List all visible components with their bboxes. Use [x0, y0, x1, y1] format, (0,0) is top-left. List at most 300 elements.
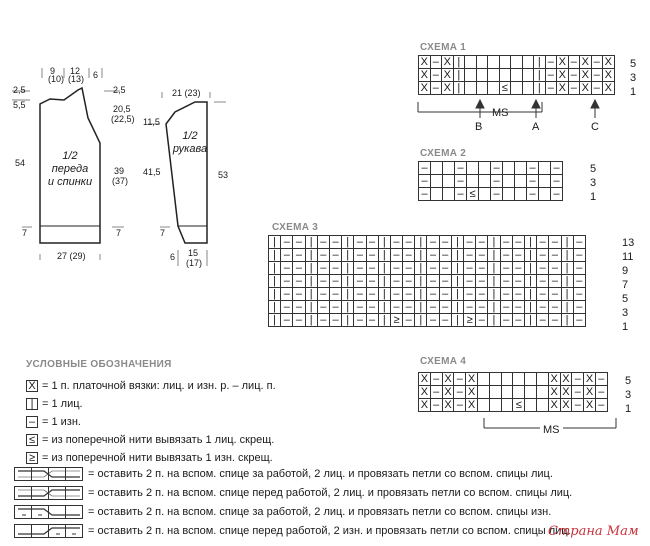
- chart-cell: X: [441, 55, 454, 69]
- schema3-row-3: 3: [622, 307, 629, 319]
- body-dim-right-6: 7: [116, 228, 122, 238]
- body-dim-left-1: 2,5: [13, 85, 26, 95]
- schema1-grid: [418, 55, 614, 94]
- chart-cell: X: [418, 385, 431, 399]
- chart-cell: –: [366, 287, 379, 301]
- schema3-row-13: 13: [622, 237, 635, 249]
- chart-cell: –: [329, 274, 342, 288]
- chart-cell: –: [536, 261, 549, 275]
- chart-cell: –: [463, 248, 476, 262]
- chart-cell: |: [524, 313, 537, 327]
- chart-cell: |: [561, 287, 574, 301]
- chart-cell: |: [378, 235, 391, 249]
- chart-cell: –: [418, 187, 431, 201]
- chart-cell: –: [571, 372, 584, 386]
- chart-cell: –: [595, 398, 608, 412]
- schema3-row-11: 11: [622, 251, 634, 263]
- chart-cell: X: [560, 385, 573, 399]
- chart-cell: –: [366, 261, 379, 275]
- chart-cell: –: [571, 385, 584, 399]
- chart-cell: –: [390, 248, 403, 262]
- body-dim-right-3: (22,5): [111, 114, 135, 124]
- chart-cell: –: [439, 313, 452, 327]
- sleeve-dim-right: 53: [218, 170, 229, 180]
- chart-cell: |: [487, 248, 500, 262]
- schema4-title: СХЕМА 4: [420, 356, 467, 367]
- chart-cell: |: [268, 274, 281, 288]
- body-dim-right-2: 20,5: [113, 104, 131, 114]
- schema2-row-1: 1: [590, 191, 597, 203]
- sleeve-label-line-2: рукава: [172, 143, 208, 155]
- chart-cell: –: [390, 235, 403, 249]
- chart-cell: X: [556, 81, 569, 95]
- chart-cell: –: [329, 300, 342, 314]
- chart-cell: –: [591, 55, 604, 69]
- chart-cell: –: [545, 81, 558, 95]
- chart-cell: |: [414, 235, 427, 249]
- chart-cell: |: [451, 313, 464, 327]
- chart-cell: X: [579, 55, 592, 69]
- body-dim-right-1: 2,5: [113, 85, 126, 95]
- schema3-row-7: 7: [622, 279, 629, 291]
- chart-cell: –: [292, 248, 305, 262]
- chart-cell: –: [426, 300, 439, 314]
- chart-cell: |: [378, 274, 391, 288]
- chart-cell: |: [561, 235, 574, 249]
- chart-cell: X: [548, 372, 561, 386]
- chart-cell: –: [329, 261, 342, 275]
- chart-cell: –: [353, 274, 366, 288]
- chart-cell: |: [414, 261, 427, 275]
- chart-cell: –: [548, 274, 561, 288]
- chart-cell: –: [550, 174, 563, 188]
- chart-cell: –: [426, 313, 439, 327]
- body-label-line-1: 1/2: [62, 150, 78, 162]
- chart-cell: X: [442, 372, 455, 386]
- chart-cell: –: [317, 287, 330, 301]
- chart-cell: |: [414, 248, 427, 262]
- chart-cell: –: [390, 274, 403, 288]
- chart-cell: –: [550, 187, 563, 201]
- watermark: Страна Мам: [548, 524, 639, 539]
- chart-cell: X: [583, 398, 596, 412]
- chart-cell: –: [512, 248, 525, 262]
- body-label-line-3: и спинки: [47, 176, 93, 188]
- chart-cell: X: [560, 372, 573, 386]
- chart-cell: –: [453, 385, 466, 399]
- chart-cell: –: [454, 161, 467, 175]
- chart-cell: –: [453, 372, 466, 386]
- chart-cell: –: [353, 300, 366, 314]
- chart-cell: –: [353, 235, 366, 249]
- chart-cell: –: [317, 274, 330, 288]
- chart-cell: –: [292, 287, 305, 301]
- schema3-title: СХЕМА 3: [272, 222, 319, 233]
- sleeve-dim-left-2: 41,5: [143, 167, 161, 177]
- chart-cell: –: [490, 174, 503, 188]
- schema2-row-3: 3: [590, 177, 597, 189]
- chart-cell: |: [561, 300, 574, 314]
- chart-cell: –: [475, 248, 488, 262]
- chart-cell: –: [475, 287, 488, 301]
- chart-cell: –: [292, 274, 305, 288]
- body-dim-left-3: 54: [15, 158, 26, 168]
- chart-cell: –: [475, 300, 488, 314]
- chart-cell: –: [568, 55, 581, 69]
- body-dim-bottom: 27 (29): [57, 251, 86, 261]
- chart-cell: –: [463, 274, 476, 288]
- chart-cell: |: [451, 300, 464, 314]
- chart-cell: –: [475, 235, 488, 249]
- sleeve-dim-bottom-1: 6: [170, 252, 176, 262]
- chart-cell: |: [451, 274, 464, 288]
- schema3-row-5: 5: [622, 293, 629, 305]
- chart-cell: –: [402, 313, 415, 327]
- chart-cell: –: [591, 68, 604, 82]
- chart-cell: ≤: [466, 187, 479, 201]
- chart-cell: |: [378, 313, 391, 327]
- chart-cell: |: [524, 261, 537, 275]
- chart-cell: –: [366, 248, 379, 262]
- chart-cell: X: [556, 68, 569, 82]
- chart-cell: ≥: [390, 313, 403, 327]
- schema2-grid: [418, 161, 562, 200]
- chart-cell: |: [561, 313, 574, 327]
- chart-cell: |: [453, 55, 466, 69]
- chart-cell: X: [602, 68, 615, 82]
- chart-cell: X: [560, 398, 573, 412]
- legend-title: УСЛОВНЫЕ ОБОЗНАЧЕНИЯ: [26, 359, 172, 370]
- chart-cell: |: [533, 55, 546, 69]
- chart-cell: |: [524, 300, 537, 314]
- chart-cell: |: [524, 274, 537, 288]
- chart-cell: |: [378, 287, 391, 301]
- chart-cell: –: [591, 81, 604, 95]
- chart-cell: X: [442, 385, 455, 399]
- chart-cell: |: [341, 261, 354, 275]
- chart-cell: –: [430, 68, 443, 82]
- chart-cell: –: [280, 235, 293, 249]
- chart-cell: –: [536, 248, 549, 262]
- chart-cell: |: [561, 261, 574, 275]
- chart-cell: |: [487, 235, 500, 249]
- chart-cell: –: [500, 287, 513, 301]
- chart-cell: –: [317, 313, 330, 327]
- chart-cell: –: [453, 398, 466, 412]
- chart-cell: |: [524, 248, 537, 262]
- body-label: [40, 150, 100, 189]
- chart-cell: |: [453, 68, 466, 82]
- chart-cell: |: [524, 235, 537, 249]
- legend-text-4: = из поперечной нити вывязать 1 лиц. скрещ.: [42, 434, 275, 446]
- chart-cell: |: [451, 235, 464, 249]
- chart-cell: |: [414, 300, 427, 314]
- chart-cell: ≤: [499, 81, 512, 95]
- chart-cell: X: [579, 81, 592, 95]
- legend-text-1: = 1 п. платочной вязки: лиц. и изн. р. – лиц. п.: [42, 380, 276, 392]
- chart-cell: –: [490, 187, 503, 201]
- chart-cell: |: [268, 248, 281, 262]
- legend-symbol-x: X: [26, 380, 38, 392]
- body-dim-left-2: 5,5: [13, 100, 26, 110]
- chart-cell: –: [390, 261, 403, 275]
- chart-cell: –: [512, 261, 525, 275]
- chart-cell: |: [341, 313, 354, 327]
- sleeve-label: [170, 130, 210, 156]
- chart-cell: –: [545, 55, 558, 69]
- chart-cell: –: [426, 235, 439, 249]
- schema1-title: СХЕМА 1: [420, 42, 467, 53]
- chart-cell: –: [571, 398, 584, 412]
- chart-cell: X: [465, 398, 478, 412]
- chart-cell: |: [268, 235, 281, 249]
- chart-cell: |: [487, 261, 500, 275]
- chart-cell: X: [583, 372, 596, 386]
- chart-cell: |: [414, 274, 427, 288]
- chart-cell: –: [426, 248, 439, 262]
- chart-cell: –: [490, 161, 503, 175]
- chart-cell: –: [475, 274, 488, 288]
- chart-cell: –: [402, 287, 415, 301]
- chart-cell: –: [329, 313, 342, 327]
- chart-cell: –: [526, 187, 539, 201]
- chart-cell: –: [512, 274, 525, 288]
- chart-cell: –: [512, 235, 525, 249]
- chart-cell: –: [317, 261, 330, 275]
- body-dim-right-4: 39: [114, 166, 125, 176]
- chart-cell: |: [561, 248, 574, 262]
- legend-symbol-twist-knit: ≤: [26, 434, 38, 446]
- chart-cell: –: [568, 81, 581, 95]
- chart-cell: |: [268, 287, 281, 301]
- chart-cell: –: [430, 398, 443, 412]
- legend-symbol-knit: |: [26, 398, 38, 410]
- chart-cell: –: [545, 68, 558, 82]
- sleeve-dim-top: 21 (23): [172, 88, 201, 98]
- body-dim-top-5: 6: [93, 70, 99, 80]
- chart-cell: |: [341, 287, 354, 301]
- sleeve-dim-bottom-3: (17): [186, 258, 203, 268]
- chart-cell: –: [439, 300, 452, 314]
- schema3-grid: [268, 235, 585, 326]
- chart-cell: |: [451, 287, 464, 301]
- chart-cell: –: [536, 274, 549, 288]
- chart-cell: –: [463, 300, 476, 314]
- chart-cell: –: [402, 235, 415, 249]
- chart-cell: |: [414, 313, 427, 327]
- chart-cell: |: [524, 287, 537, 301]
- chart-cell: –: [430, 385, 443, 399]
- chart-cell: –: [548, 300, 561, 314]
- schema3-row-9: 9: [622, 265, 629, 277]
- chart-cell: –: [568, 68, 581, 82]
- chart-cell: –: [526, 161, 539, 175]
- chart-cell: |: [305, 313, 318, 327]
- chart-cell: |: [451, 248, 464, 262]
- chart-cell: –: [430, 55, 443, 69]
- schema2-row-5: 5: [590, 163, 597, 175]
- chart-cell: –: [463, 287, 476, 301]
- chart-cell: –: [500, 248, 513, 262]
- chart-cell: –: [573, 287, 586, 301]
- chart-cell: –: [292, 261, 305, 275]
- chart-cell: –: [439, 274, 452, 288]
- chart-cell: X: [556, 55, 569, 69]
- chart-cell: –: [366, 313, 379, 327]
- chart-cell: –: [329, 248, 342, 262]
- chart-cell: –: [292, 313, 305, 327]
- schema3-row-1: 1: [622, 321, 629, 333]
- chart-cell: X: [418, 398, 431, 412]
- chart-cell: –: [402, 300, 415, 314]
- chart-cell: |: [268, 300, 281, 314]
- chart-cell: –: [353, 248, 366, 262]
- chart-cell: X: [548, 385, 561, 399]
- chart-cell: –: [329, 235, 342, 249]
- chart-cell: –: [548, 261, 561, 275]
- chart-cell: –: [280, 261, 293, 275]
- chart-cell: –: [454, 187, 467, 201]
- chart-cell: |: [305, 274, 318, 288]
- chart-cell: |: [533, 68, 546, 82]
- chart-cell: –: [280, 248, 293, 262]
- chart-cell: |: [305, 261, 318, 275]
- chart-cell: –: [536, 300, 549, 314]
- chart-cell: X: [602, 81, 615, 95]
- chart-cell: –: [353, 261, 366, 275]
- chart-cell: –: [548, 235, 561, 249]
- chart-cell: –: [500, 235, 513, 249]
- body-dim-top-2: (10): [48, 74, 65, 84]
- chart-cell: –: [500, 261, 513, 275]
- chart-cell: –: [353, 287, 366, 301]
- chart-cell: |: [268, 261, 281, 275]
- chart-cell: –: [536, 313, 549, 327]
- chart-cell: –: [475, 261, 488, 275]
- legend-text-7: = оставить 2 п. на вспом. спице перед работой, 2 лиц. и провязать петли со вспом. спицы лиц.: [88, 487, 573, 499]
- chart-cell: –: [512, 313, 525, 327]
- chart-cell: |: [305, 248, 318, 262]
- chart-cell: |: [561, 274, 574, 288]
- chart-cell: |: [305, 235, 318, 249]
- legend-text-8: = оставить 2 п. на вспом. спице за работой, 2 лиц. и провязать петли со вспом. спицы изн.: [88, 506, 552, 518]
- chart-cell: –: [317, 300, 330, 314]
- chart-cell: –: [573, 300, 586, 314]
- chart-cell: –: [536, 287, 549, 301]
- schema4-row-5: 5: [625, 375, 632, 387]
- body-dim-top-4: (13): [68, 74, 85, 84]
- schema1-label-a: A: [532, 121, 540, 133]
- chart-cell: –: [573, 261, 586, 275]
- chart-cell: –: [463, 261, 476, 275]
- chart-cell: X: [442, 398, 455, 412]
- chart-cell: –: [280, 287, 293, 301]
- schema1-row-5: 5: [630, 58, 637, 70]
- chart-cell: –: [550, 161, 563, 175]
- legend-text-3: = 1 изн.: [42, 416, 81, 428]
- chart-cell: X: [418, 81, 431, 95]
- chart-cell: –: [353, 313, 366, 327]
- chart-cell: X: [465, 385, 478, 399]
- chart-cell: |: [453, 81, 466, 95]
- chart-cell: |: [305, 300, 318, 314]
- body-dim-right-5: (37): [112, 176, 129, 186]
- chart-cell: –: [280, 274, 293, 288]
- chart-cell: –: [439, 248, 452, 262]
- chart-cell: –: [512, 300, 525, 314]
- body-label-line-2: переда: [51, 163, 89, 175]
- chart-cell: –: [366, 300, 379, 314]
- chart-cell: –: [402, 274, 415, 288]
- chart-cell: ≤: [512, 398, 525, 412]
- chart-cell: –: [390, 287, 403, 301]
- schema4-row-3: 3: [625, 389, 632, 401]
- chart-cell: –: [500, 313, 513, 327]
- chart-cell: |: [341, 248, 354, 262]
- chart-cell: –: [390, 300, 403, 314]
- chart-cell: –: [418, 174, 431, 188]
- chart-cell: –: [426, 261, 439, 275]
- chart-cell: –: [366, 274, 379, 288]
- chart-cell: –: [430, 81, 443, 95]
- chart-cell: |: [378, 300, 391, 314]
- schema1-label-ms: MS: [492, 107, 509, 119]
- chart-cell: –: [512, 287, 525, 301]
- sleeve-label-line-1: 1/2: [182, 130, 198, 142]
- chart-cell: –: [280, 313, 293, 327]
- chart-cell: X: [579, 68, 592, 82]
- chart-cell: –: [317, 248, 330, 262]
- chart-cell: –: [536, 235, 549, 249]
- chart-cell: –: [402, 248, 415, 262]
- chart-cell: X: [418, 372, 431, 386]
- sleeve-dim-bottom-2: 15: [188, 248, 199, 258]
- chart-cell: |: [533, 81, 546, 95]
- schema1-row-1: 1: [630, 86, 637, 98]
- chart-cell: –: [280, 300, 293, 314]
- schema1-row-3: 3: [630, 72, 637, 84]
- chart-cell: –: [595, 385, 608, 399]
- chart-cell: –: [500, 300, 513, 314]
- chart-cell: –: [366, 235, 379, 249]
- schema1-label-c: C: [591, 121, 599, 133]
- chart-cell: |: [487, 313, 500, 327]
- chart-cell: –: [426, 274, 439, 288]
- chart-cell: X: [418, 68, 431, 82]
- chart-cell: –: [317, 235, 330, 249]
- legend-text-5: = из поперечной нити вывязать 1 изн. скрещ.: [42, 452, 273, 464]
- body-dim-top-1: 9: [50, 66, 56, 76]
- body-dim-left-4: 7: [22, 228, 28, 238]
- chart-cell: X: [548, 398, 561, 412]
- legend-symbol-twist-purl: ≥: [26, 452, 38, 464]
- chart-cell: |: [341, 300, 354, 314]
- chart-cell: |: [487, 274, 500, 288]
- chart-cell: X: [418, 55, 431, 69]
- chart-cell: X: [583, 385, 596, 399]
- chart-cell: |: [341, 235, 354, 249]
- chart-cell: –: [418, 161, 431, 175]
- chart-cell: –: [292, 300, 305, 314]
- chart-cell: |: [487, 300, 500, 314]
- legend-text-9: = оставить 2 п. на вспом. спице перед работой, 2 изн. и провязать петли со вспом. спицы лиц.: [88, 525, 571, 537]
- chart-cell: –: [573, 313, 586, 327]
- chart-cell: –: [426, 287, 439, 301]
- chart-cell: –: [439, 261, 452, 275]
- schema2-title: СХЕМА 2: [420, 148, 467, 159]
- chart-cell: |: [341, 274, 354, 288]
- chart-cell: –: [573, 248, 586, 262]
